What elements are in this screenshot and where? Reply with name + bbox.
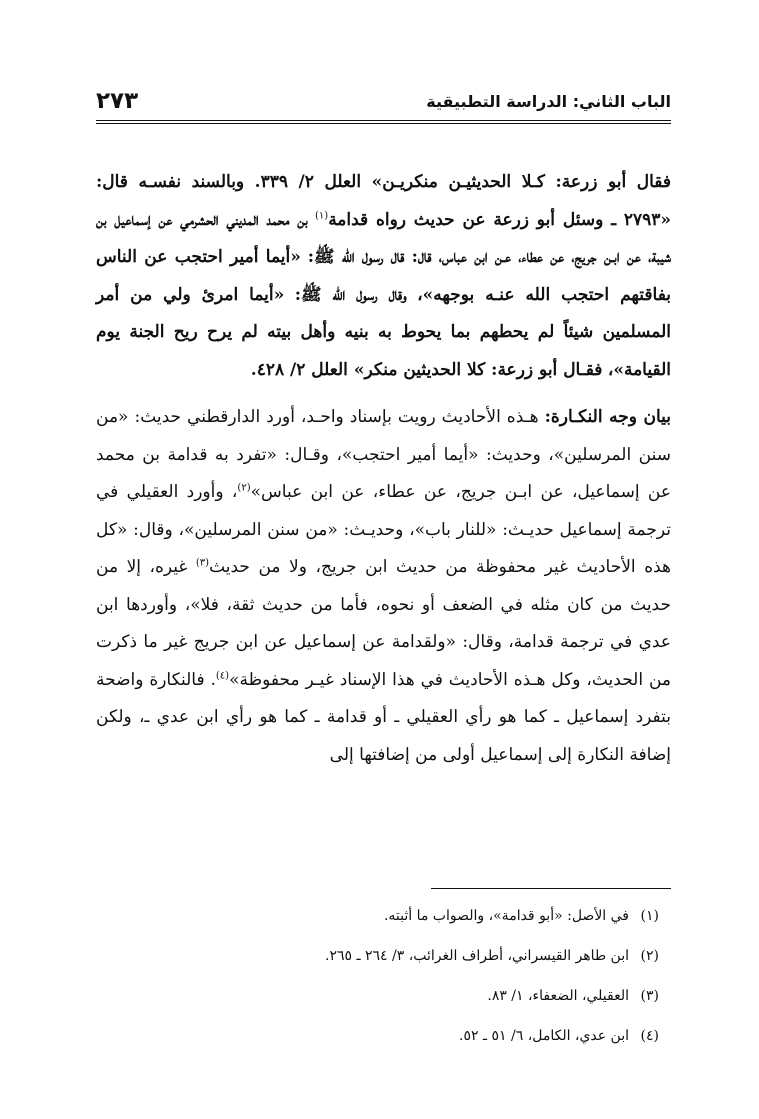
footnote-number: (٢) — [640, 948, 659, 964]
footnote-ref-1: (١) — [315, 209, 329, 221]
text-analysis-3: غيره، إلا من حديث من كان مثله في الضعف أو نحوه، فأما من حديث ثقة، فلا»، وأوردها ابن عدي في ترجمة قدامة، وقال: «ولقدامة عن إسماعيل عن ابن جريج غير ما ذكرت من الحديث، وكل هـذه الأحاديث في هذا الإسناد غيـر محفوظة» — [96, 557, 671, 690]
text-isnad: بن محمد المديني الحشرمي عن إسماعيل بن شيبة، عن ابـن جريج، عن عطاء، عـن ابن عباس، قال: قال رسول الله ﷺ: — [96, 209, 671, 267]
header-rule — [96, 120, 671, 124]
footnote-rule — [431, 888, 671, 889]
footnote-text: ابن عدي، الكامل، ٦/ ٥١ ـ ٥٢. — [458, 1028, 629, 1044]
chapter-title: الباب الثاني: الدراسة التطبيقية — [426, 91, 671, 111]
footnote-item — [96, 1016, 659, 1056]
page-number: ٢٧٣ — [96, 88, 139, 114]
footnote-ref-4: (٤) — [215, 669, 230, 681]
text-abu-zura-final: فقـال أبو زرعة: كلا الحديثين منكر» العلل ٢/ ٤٢٨. — [250, 359, 603, 380]
section-heading-nakara: بيان وجه النكـارة: — [544, 407, 671, 427]
footnote-text: في الأصل: «أبو قدامة»، والصواب ما أثبته. — [383, 908, 629, 924]
footnotes — [96, 896, 659, 1056]
footnote-number: (١) — [640, 908, 659, 924]
footnote-text: العقيلي، الضعفاء، ١/ ٨٣. — [487, 988, 629, 1004]
footnote-number: (٤) — [640, 1028, 659, 1044]
footnote-item — [96, 976, 659, 1016]
text-second-hadith-intro: وقال رسول الله ﷺ: — [294, 284, 407, 305]
running-head — [96, 84, 671, 118]
hadith-quote-amir: «أيما أمير احتجب عن الناس بفاقتهم احتجب الله عنـه بوجهه»، — [96, 247, 672, 305]
text-analysis-2: ، وأورد العقيلي في ترجمة إسماعيل حديـث: «للنار باب»، وحديـث: «من سنن المرسلين»، وقال: «كل هذه الأحاديث غير محفوظة من حديث ابن جريج، ولا من حديث — [96, 482, 671, 577]
footnote-number: (٣) — [640, 988, 659, 1004]
footnote-item — [96, 896, 659, 936]
paragraph-analysis — [96, 399, 671, 774]
footnote-text: ابن طاهر القيسراني، أطراف الغرائب، ٣/ ٢٦٤ ـ ٢٦٥. — [324, 948, 629, 964]
footnote-ref-3: (٣) — [195, 557, 210, 569]
text-analysis-4: . فالنكارة واضحة بتفرد إسماعيل ـ كما هو رأي العقيلي ـ أو قدامة ـ كما هو رأي ابن عدي ـ، ولكن إضافة النكارة إلى إسماعيل أولى من إضافتها إلى — [96, 669, 671, 765]
text-analysis-1: هـذه الأحاديث رويت بإسناد واحـد، أورد الدارقطني حديث: «من سنن المرسلين»، وحديث: «أيما أمير احتجب»، وقـال: «تفرد به قدامة بن محمد عن إسماعيل، عن ابـن جريج، عن عطاء، عن ابن عباس» — [96, 407, 671, 502]
body-text — [96, 164, 671, 774]
hadith-quote-imri: «أيما امرئ ولي من أمر المسلمين شيئاً لم يحطهم بما يحوط به بنيه وأهل بيته لم يرح ريح الجنة يوم القيامة»، — [96, 284, 671, 380]
footnote-ref-2: (٢) — [237, 482, 251, 494]
footnote-item — [96, 936, 659, 976]
paragraph-narration — [96, 164, 671, 389]
text-question-2793: «٢٧٩٣ ـ وسئل أبو زرعة عن حديث رواه قدامة — [328, 209, 671, 230]
text-abu-zura-verdict: فقال أبو زرعة: كـلا الحديثيـن منكريـن» العلل ٢/ ٣٣٩. وبالسند نفسـه قال: — [96, 172, 672, 192]
